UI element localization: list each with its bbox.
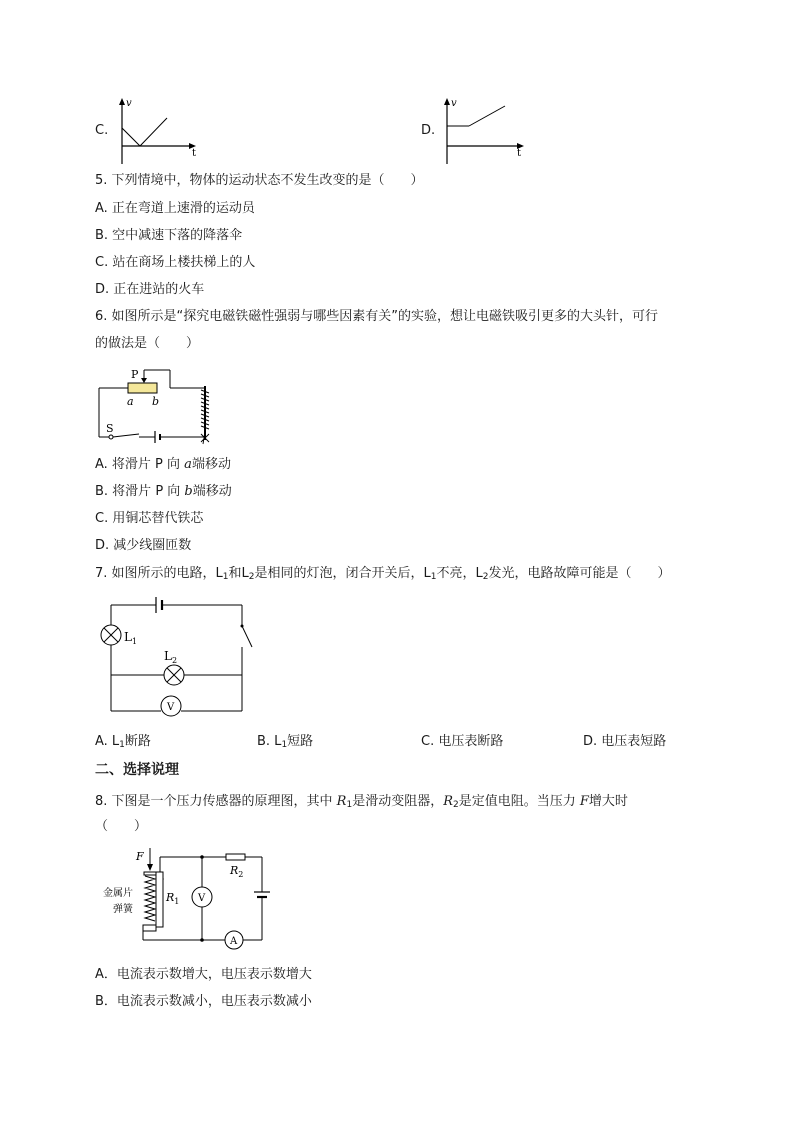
q4-graph-c	[112, 96, 202, 166]
q6-option-a-var: a	[184, 457, 192, 472]
q5-option-a: A. 正在弯道上速滑的运动员	[95, 201, 255, 216]
q4-graph-d-t-label: t	[517, 148, 522, 159]
q8-label-f: F	[136, 850, 144, 863]
q7-option-a: A. $L_1$断路	[95, 734, 151, 750]
q7-lamp-l2	[164, 665, 184, 685]
q7-label-l2: $L_2$	[164, 649, 178, 665]
q6-rheostat	[128, 383, 157, 393]
q5-option-c: C. 站在商场上楼扶梯上的人	[95, 255, 256, 270]
q6-option-b-var: b	[184, 484, 193, 499]
q6-label-p: P	[131, 368, 139, 381]
q6-circuit-diagram	[95, 364, 225, 448]
section-2-title: 二、选择说理	[95, 762, 179, 778]
q7-option-d: D. 电压表短路	[583, 734, 667, 749]
q8-metal-plate	[144, 872, 156, 875]
q5-option-d: D. 正在进站的火车	[95, 282, 205, 297]
q4-option-d-label: D.	[421, 123, 436, 138]
q8-stem: 8. 下图是一个压力传感器的原理图，其中 $R_1$是滑动变阻器，$R_2$是定值电阻。当压力 F增大时	[95, 794, 628, 810]
q6-option-b: B. 将滑片 P 向 b端移动	[95, 484, 232, 499]
q8-circuit-diagram	[100, 846, 275, 946]
q6-stem-line1: 6. 如图所示是“探究电磁铁磁性强弱与哪些因素有关”的实验，想让电磁铁吸引更多的大头针，可行	[95, 309, 659, 324]
q7-circuit-diagram	[98, 593, 263, 715]
q6-stem-line2: 的做法是（ ）	[95, 336, 200, 351]
q8-voltmeter-label: V	[198, 893, 206, 904]
q4-graph-d	[437, 96, 537, 166]
q7-lamp-l1	[101, 625, 121, 645]
q4-option-c-label: C.	[95, 123, 109, 138]
q6-option-d: D. 减少线圈匝数	[95, 538, 192, 553]
q6-label-b: b	[152, 395, 160, 408]
q7-option-b: B. $L_1$短路	[257, 734, 314, 750]
q5-option-b: B. 空中减速下落的降落伞	[95, 228, 243, 243]
q8-label-metal: 金属片	[103, 888, 133, 899]
q7-stem: 7. 如图所示的电路，$L_1$和$L_2$是相同的灯泡，闭合开关后，$L_1$不亮，$L_2$发光，电路故障可能是（ ）	[95, 566, 671, 582]
q8-label-spring: 弹簧	[113, 904, 133, 915]
q8-spring	[145, 876, 155, 921]
q7-voltmeter-label: V	[167, 702, 175, 713]
q8-stem-line2: （ ）	[95, 819, 148, 834]
q6-option-a: A. 将滑片 P 向 a端移动	[95, 457, 231, 472]
q8-resistor-r1	[156, 872, 163, 927]
q8-label-r2: $R_2$	[230, 864, 244, 879]
q8-label-r1: $R_1$	[166, 891, 180, 906]
q7-option-c: C. 电压表断路	[421, 734, 504, 749]
q7-label-l1: $L_1$	[124, 630, 138, 646]
q6-option-c: C. 用铜芯替代铁芯	[95, 511, 204, 526]
q6-label-s: S	[106, 422, 114, 435]
q8-option-b: B．电流表示数减小，电压表示数减小	[95, 994, 312, 1009]
q4-graph-c-v-label: v	[126, 98, 132, 109]
q8-resistor-r2	[226, 854, 245, 860]
q4-graph-c-t-label: t	[192, 148, 197, 159]
q8-ammeter-label: A	[230, 936, 238, 947]
q8-option-a: A．电流表示数增大，电压表示数增大	[95, 967, 312, 982]
q5-stem: 5. 下列情境中，物体的运动状态不发生改变的是（ ）	[95, 173, 424, 188]
q4-graph-d-v-label: v	[451, 98, 457, 109]
q6-label-a: a	[127, 395, 134, 408]
